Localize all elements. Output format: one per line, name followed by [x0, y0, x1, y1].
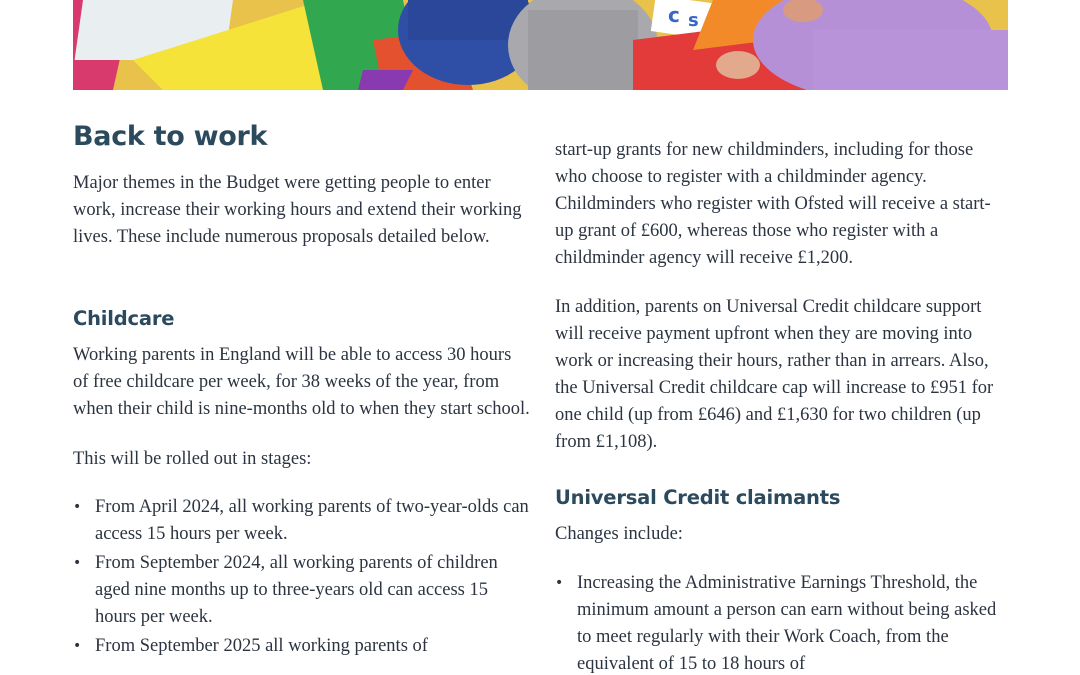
uc-claimants-intro: Changes include:: [555, 524, 683, 544]
list-item-text: Increasing the Administrative Earnings Threshold, the minimum amount a person can earn without being asked to meet regularly with their Work Coach, from the equivalent of 15 to 18 hours of: [577, 573, 997, 674]
stages-intro: This will be rolled out in stages:: [73, 449, 312, 469]
stages-list: [73, 494, 531, 660]
page-title: Back to work: [73, 121, 268, 152]
list-item: [555, 570, 1007, 675]
list-item-text: From April 2024, all working parents of two-year-olds can access 15 hours per week.: [95, 497, 529, 544]
list-item: [73, 494, 531, 548]
childcare-section: [73, 304, 531, 662]
grants-block: [555, 137, 1007, 272]
bullet-icon: •: [73, 499, 82, 515]
intro-block: [73, 170, 531, 251]
uc-claimants-heading: Universal Credit claimants: [555, 486, 841, 509]
uc-claimants-list: [555, 570, 1007, 675]
list-item-text: From September 2025 all working parents of: [95, 636, 428, 656]
bullet-icon: •: [73, 638, 82, 654]
uc-claimants-section: [555, 483, 1007, 675]
list-item: [73, 633, 531, 660]
list-item-text: From September 2024, all working parents of children aged nine months up to three-years old can access 15 hours per week.: [95, 553, 498, 627]
uc-childcare-block: [555, 294, 1007, 456]
svg-text:c: c: [668, 3, 680, 27]
list-item: [73, 550, 531, 631]
childcare-heading: Childcare: [73, 307, 175, 330]
svg-text:s: s: [688, 10, 699, 31]
childcare-paragraph: Working parents in England will be able to access 30 hours of free childcare per week, for 38 weeks of the year, from when their child is nine-months old to when they start school.: [73, 345, 530, 419]
bullet-icon: •: [73, 555, 82, 571]
intro-paragraph: Major themes in the Budget were getting people to enter work, increase their working hours and extend their working lives. These include numerous proposals detailed below.: [73, 173, 522, 247]
uc-childcare-paragraph: In addition, parents on Universal Credit childcare support will receive payment upfront when they are moving into work or increasing their hours, rather than in arrears. Also, the Universal Credit childcare cap will increase to £951 for one child (up from £646) and £1,630 for two children (up from £1,108).: [555, 297, 994, 452]
bullet-icon: •: [555, 575, 564, 591]
grants-paragraph: start-up grants for new childminders, including for those who choose to register with a childminder agency. Childminders who register with Ofsted will receive a start-up grant of £600, whereas those who register with a childminder agency will receive £1,200.: [555, 140, 991, 268]
hero-photo: [73, 0, 1008, 90]
